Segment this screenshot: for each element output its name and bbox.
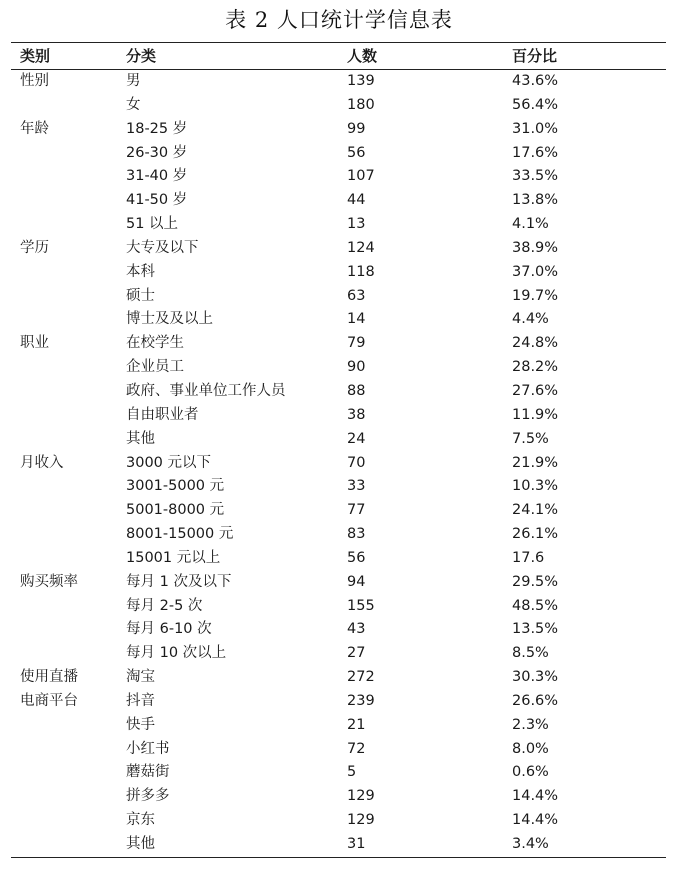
row-count: 56 bbox=[347, 549, 366, 566]
row-count: 124 bbox=[347, 239, 375, 256]
header-item: 分类 bbox=[126, 47, 157, 65]
row-category: 职业 bbox=[20, 335, 49, 352]
row-count: 83 bbox=[347, 526, 366, 543]
table-row bbox=[11, 380, 666, 404]
row-percent: 28.2% bbox=[512, 359, 559, 376]
row-count: 31 bbox=[347, 836, 366, 852]
row-count: 107 bbox=[347, 168, 375, 185]
row-count: 63 bbox=[347, 287, 366, 304]
row-percent: 17.6 bbox=[512, 549, 545, 566]
row-percent: 17.6% bbox=[512, 144, 559, 161]
row-percent: 24.8% bbox=[512, 335, 559, 352]
row-percent: 4.4% bbox=[512, 311, 549, 328]
row-count: 239 bbox=[347, 692, 375, 709]
row-category: 性别 bbox=[20, 73, 49, 89]
row-category: 月收入 bbox=[20, 454, 64, 471]
row-count: 33 bbox=[347, 478, 366, 495]
row-count: 43 bbox=[347, 621, 366, 638]
row-item: 大专及以下 bbox=[126, 239, 199, 256]
row-count: 44 bbox=[347, 192, 366, 209]
table-row bbox=[11, 547, 666, 571]
row-item: 每月 2-5 次 bbox=[126, 597, 203, 614]
table-row bbox=[11, 285, 666, 309]
row-percent: 33.5% bbox=[512, 168, 559, 185]
row-item: 抖音 bbox=[126, 692, 155, 709]
row-count: 14 bbox=[347, 311, 366, 328]
table-row bbox=[11, 833, 666, 857]
row-item: 男 bbox=[126, 73, 141, 89]
header-percent: 百分比 bbox=[512, 47, 558, 65]
row-count: 99 bbox=[347, 120, 366, 137]
row-item: 京东 bbox=[126, 812, 155, 829]
row-percent: 19.7% bbox=[512, 287, 559, 304]
table-row bbox=[11, 189, 666, 213]
table-row bbox=[11, 618, 666, 642]
row-item: 淘宝 bbox=[126, 669, 155, 686]
row-percent: 14.4% bbox=[512, 788, 559, 805]
row-item: 本科 bbox=[126, 263, 155, 280]
table-title: 表 2 人口统计学信息表 bbox=[225, 8, 453, 32]
table-row bbox=[11, 237, 666, 261]
row-percent: 13.8% bbox=[512, 192, 559, 209]
row-item: 51 以上 bbox=[126, 216, 179, 233]
table-row bbox=[11, 499, 666, 523]
row-percent: 14.4% bbox=[512, 812, 559, 829]
table-row bbox=[11, 809, 666, 833]
row-item: 政府、事业单位工作人员 bbox=[126, 382, 286, 399]
header-count: 人数 bbox=[347, 47, 378, 65]
table-row bbox=[11, 332, 666, 356]
row-item: 快手 bbox=[126, 716, 155, 733]
row-count: 77 bbox=[347, 502, 366, 519]
row-percent: 11.9% bbox=[512, 406, 559, 423]
row-percent: 30.3% bbox=[512, 669, 559, 686]
row-item: 拼多多 bbox=[126, 788, 170, 805]
table-row bbox=[11, 356, 666, 380]
row-count: 38 bbox=[347, 406, 366, 423]
row-percent: 8.5% bbox=[512, 645, 549, 662]
row-item: 其他 bbox=[126, 836, 155, 852]
row-item: 5001-8000 元 bbox=[126, 502, 225, 519]
row-count: 94 bbox=[347, 573, 366, 590]
row-item: 8001-15000 元 bbox=[126, 526, 234, 543]
row-count: 129 bbox=[347, 812, 375, 829]
row-item: 在校学生 bbox=[126, 335, 184, 352]
row-count: 129 bbox=[347, 788, 375, 805]
row-percent: 56.4% bbox=[512, 96, 559, 113]
table-row bbox=[11, 595, 666, 619]
row-item: 18-25 岁 bbox=[126, 120, 188, 137]
table-row bbox=[11, 70, 666, 94]
row-count: 5 bbox=[347, 764, 357, 781]
row-item: 31-40 岁 bbox=[126, 168, 188, 185]
row-item: 3000 元以下 bbox=[126, 454, 212, 471]
row-count: 88 bbox=[347, 382, 366, 399]
row-category: 学历 bbox=[20, 239, 49, 256]
row-count: 118 bbox=[347, 263, 375, 280]
row-count: 272 bbox=[347, 669, 375, 686]
row-percent: 29.5% bbox=[512, 573, 559, 590]
row-percent: 48.5% bbox=[512, 597, 559, 614]
row-percent: 26.1% bbox=[512, 526, 559, 543]
row-count: 21 bbox=[347, 716, 366, 733]
row-item: 其他 bbox=[126, 430, 155, 447]
table-row bbox=[11, 142, 666, 166]
table-row bbox=[11, 261, 666, 285]
table-row bbox=[11, 475, 666, 499]
row-count: 139 bbox=[347, 73, 375, 89]
row-category: 购买频率 bbox=[20, 573, 78, 590]
table-row bbox=[11, 404, 666, 428]
table-row bbox=[11, 118, 666, 142]
row-category: 电商平台 bbox=[20, 692, 78, 709]
table-row bbox=[11, 666, 666, 690]
table-row bbox=[11, 428, 666, 452]
row-percent: 26.6% bbox=[512, 692, 559, 709]
row-category: 年龄 bbox=[20, 120, 49, 137]
row-count: 72 bbox=[347, 740, 366, 757]
table-bottom-rule bbox=[11, 857, 666, 858]
row-item: 企业员工 bbox=[126, 359, 184, 376]
row-item: 41-50 岁 bbox=[126, 192, 188, 209]
row-item: 3001-5000 元 bbox=[126, 478, 225, 495]
table-body bbox=[11, 70, 666, 857]
row-item: 女 bbox=[126, 96, 141, 113]
row-item: 每月 1 次及以下 bbox=[126, 573, 232, 590]
row-count: 90 bbox=[347, 359, 366, 376]
table-row bbox=[11, 165, 666, 189]
row-percent: 13.5% bbox=[512, 621, 559, 638]
table-header-row bbox=[11, 43, 666, 69]
row-percent: 4.1% bbox=[512, 216, 549, 233]
row-percent: 31.0% bbox=[512, 120, 559, 137]
row-percent: 7.5% bbox=[512, 430, 549, 447]
row-percent: 21.9% bbox=[512, 454, 559, 471]
row-item: 小红书 bbox=[126, 740, 170, 757]
row-count: 180 bbox=[347, 96, 375, 113]
table-row bbox=[11, 714, 666, 738]
row-item: 博士及及以上 bbox=[126, 311, 213, 328]
row-percent: 27.6% bbox=[512, 382, 559, 399]
row-percent: 0.6% bbox=[512, 764, 549, 781]
table-row bbox=[11, 308, 666, 332]
row-count: 27 bbox=[347, 645, 366, 662]
table-row bbox=[11, 571, 666, 595]
table-row bbox=[11, 94, 666, 118]
table-row bbox=[11, 761, 666, 785]
table-row bbox=[11, 642, 666, 666]
row-percent: 2.3% bbox=[512, 716, 549, 733]
row-count: 24 bbox=[347, 430, 366, 447]
row-percent: 10.3% bbox=[512, 478, 559, 495]
row-count: 79 bbox=[347, 335, 366, 352]
row-count: 13 bbox=[347, 216, 366, 233]
row-item: 每月 6-10 次 bbox=[126, 621, 212, 638]
row-category: 使用直播 bbox=[20, 669, 78, 686]
row-item: 自由职业者 bbox=[126, 406, 199, 423]
header-category: 类别 bbox=[20, 47, 51, 65]
row-item: 蘑菇街 bbox=[126, 764, 170, 781]
row-count: 56 bbox=[347, 144, 366, 161]
row-item: 26-30 岁 bbox=[126, 144, 188, 161]
row-percent: 8.0% bbox=[512, 740, 549, 757]
row-percent: 3.4% bbox=[512, 836, 549, 852]
row-percent: 38.9% bbox=[512, 239, 559, 256]
table-row bbox=[11, 213, 666, 237]
demographics-table bbox=[11, 42, 666, 858]
table-row bbox=[11, 738, 666, 762]
row-percent: 37.0% bbox=[512, 263, 559, 280]
row-item: 15001 元以上 bbox=[126, 549, 221, 566]
table-row bbox=[11, 785, 666, 809]
row-count: 155 bbox=[347, 597, 375, 614]
table-row bbox=[11, 452, 666, 476]
row-item: 硕士 bbox=[126, 287, 155, 304]
row-item: 每月 10 次以上 bbox=[126, 645, 227, 662]
table-row bbox=[11, 690, 666, 714]
row-percent: 43.6% bbox=[512, 73, 559, 89]
table-row bbox=[11, 523, 666, 547]
row-percent: 24.1% bbox=[512, 502, 559, 519]
row-count: 70 bbox=[347, 454, 366, 471]
